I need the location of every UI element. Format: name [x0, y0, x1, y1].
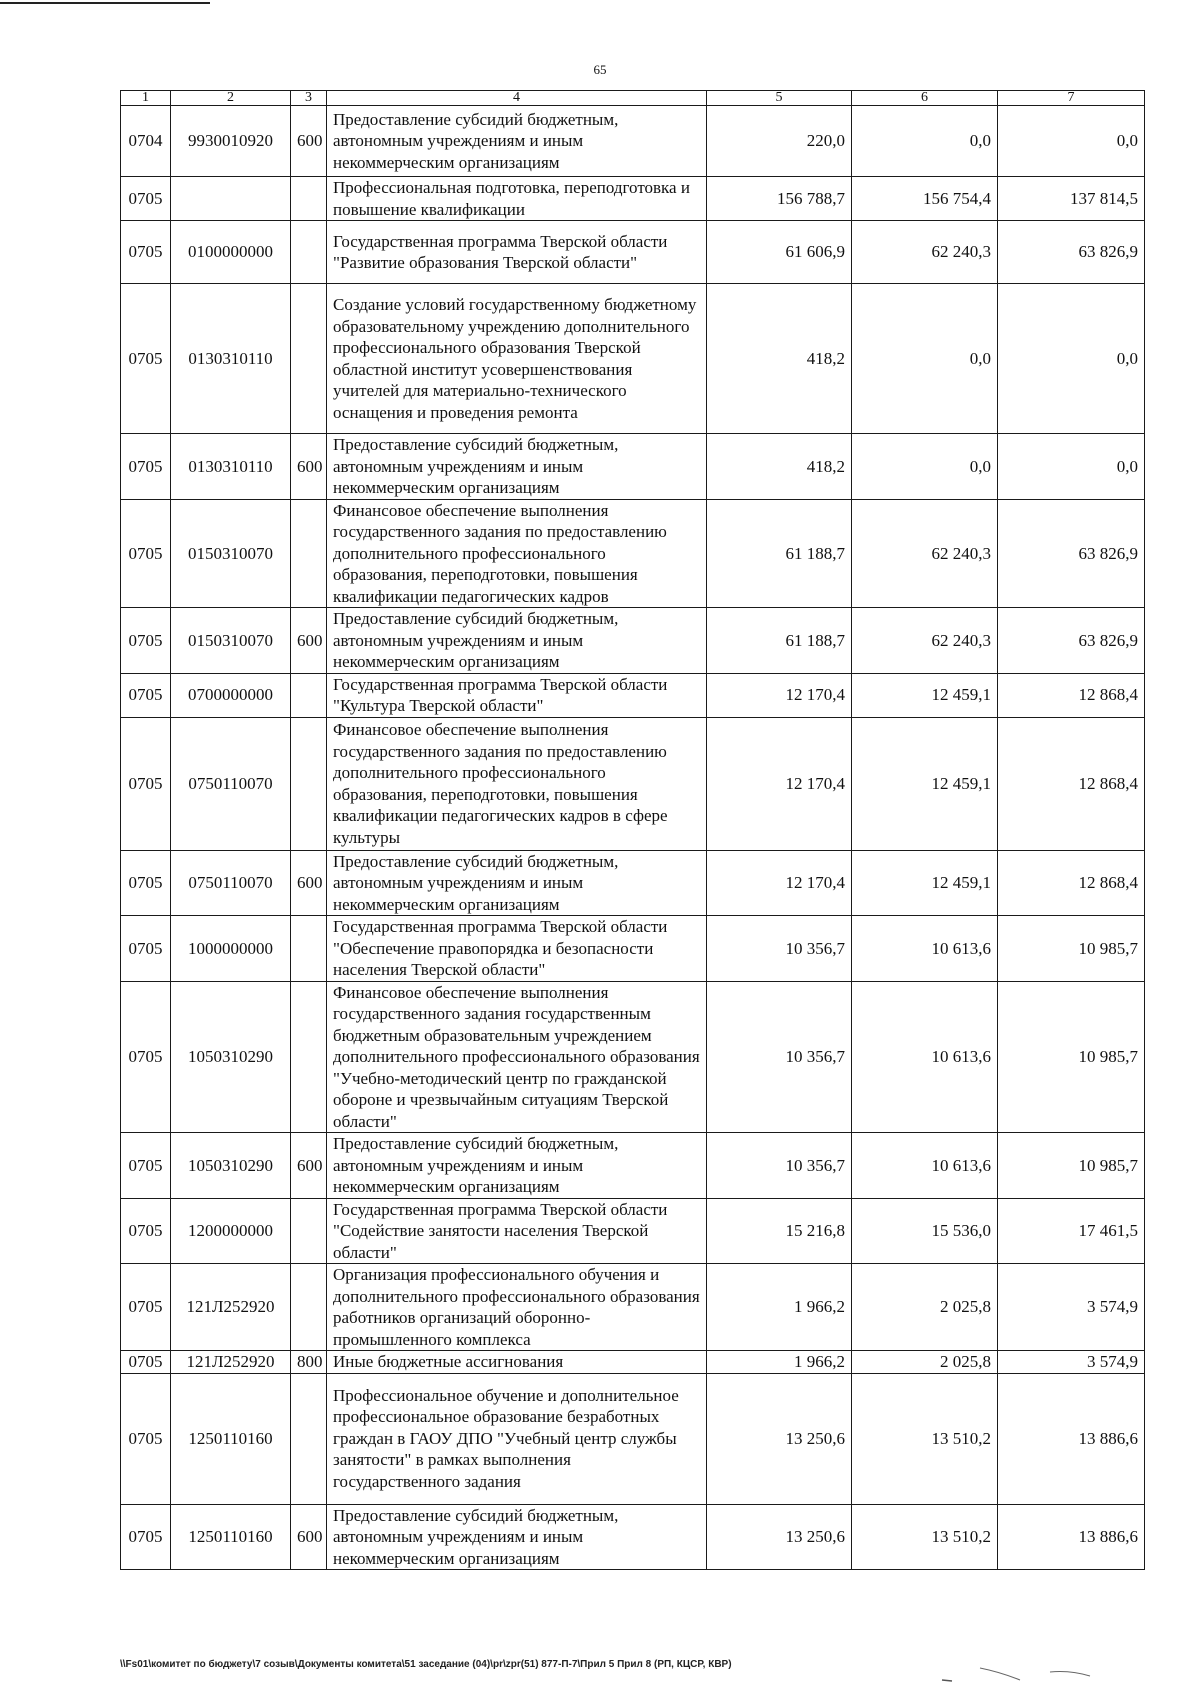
expense-type-cell: 600 — [291, 1504, 327, 1570]
amount-col7-cell: 10 985,7 — [998, 1133, 1145, 1199]
amount-col7-cell: 63 826,9 — [998, 499, 1145, 608]
target-code-cell: 1200000000 — [171, 1198, 291, 1264]
section-code-cell: 0705 — [121, 673, 171, 717]
amount-col6-cell: 12 459,1 — [852, 673, 998, 717]
expense-type-cell — [291, 1373, 327, 1504]
amount-col5-cell: 13 250,6 — [707, 1373, 852, 1504]
target-code-cell: 0750110070 — [171, 850, 291, 916]
file-path-footer: \\Fs01\комитет по бюджету\7 созыв\Документы комитета\51 заседание (04)\pr\zpr(51) 877-П-7\Прил 5 Прил 8 (РП, КЦСР, КВР) — [120, 1659, 732, 1670]
amount-col6-cell: 62 240,3 — [852, 499, 998, 608]
target-code-cell: 9930010920 — [171, 106, 291, 177]
amount-col6-cell: 62 240,3 — [852, 608, 998, 674]
table-row — [121, 1198, 1145, 1264]
description-cell: Государственная программа Тверской области "Культура Тверской области" — [327, 673, 707, 717]
amount-col5-cell: 418,2 — [707, 434, 852, 500]
table-row — [121, 1264, 1145, 1351]
expense-type-cell — [291, 981, 327, 1133]
section-code-cell: 0705 — [121, 284, 171, 434]
description-cell: Иные бюджетные ассигнования — [327, 1351, 707, 1374]
expense-type-cell: 600 — [291, 1133, 327, 1199]
target-code-cell: 0130310110 — [171, 284, 291, 434]
table-row — [121, 981, 1145, 1133]
target-code-cell: 121Л252920 — [171, 1264, 291, 1351]
amount-col5-cell: 10 356,7 — [707, 1133, 852, 1199]
section-code-cell: 0705 — [121, 916, 171, 982]
section-code-cell: 0705 — [121, 608, 171, 674]
target-code-cell: 0150310070 — [171, 608, 291, 674]
top-rule — [0, 2, 210, 4]
header-col-7: 7 — [998, 91, 1145, 106]
amount-col7-cell: 63 826,9 — [998, 221, 1145, 284]
target-code-cell: 121Л252920 — [171, 1351, 291, 1374]
description-cell: Предоставление субсидий бюджетным, автономным учреждениям и иным некоммерческим организациям — [327, 850, 707, 916]
amount-col7-cell: 3 574,9 — [998, 1264, 1145, 1351]
amount-col5-cell: 12 170,4 — [707, 717, 852, 850]
amount-col5-cell: 61 188,7 — [707, 499, 852, 608]
amount-col7-cell: 137 814,5 — [998, 177, 1145, 221]
amount-col6-cell: 0,0 — [852, 284, 998, 434]
description-cell: Государственная программа Тверской области "Содействие занятости населения Тверской области" — [327, 1198, 707, 1264]
target-code-cell — [171, 177, 291, 221]
target-code-cell: 0750110070 — [171, 717, 291, 850]
expense-type-cell: 600 — [291, 850, 327, 916]
table-header-row — [121, 91, 1145, 106]
section-code-cell: 0705 — [121, 1373, 171, 1504]
description-cell: Финансовое обеспечение выполнения государственного задания по предоставлению дополнительного профессионального образования, переподготовки, повышения квалификации педагогических кадров в сфере культуры — [327, 717, 707, 850]
header-col-1: 1 — [121, 91, 171, 106]
amount-col6-cell: 2 025,8 — [852, 1264, 998, 1351]
amount-col5-cell: 12 170,4 — [707, 673, 852, 717]
table-row — [121, 434, 1145, 500]
table-row — [121, 177, 1145, 221]
expense-type-cell — [291, 221, 327, 284]
amount-col5-cell: 1 966,2 — [707, 1264, 852, 1351]
amount-col6-cell: 13 510,2 — [852, 1504, 998, 1570]
description-cell: Государственная программа Тверской области "Обеспечение правопорядка и безопасности населения Тверской области" — [327, 916, 707, 982]
description-cell: Создание условий государственному бюджетному образовательному учреждению дополнительного профессионального образования Тверской областной институт усовершенствования учителей для материально-технического оснащения и проведения ремонта — [327, 284, 707, 434]
target-code-cell: 0700000000 — [171, 673, 291, 717]
table-row — [121, 850, 1145, 916]
expense-type-cell — [291, 673, 327, 717]
amount-col6-cell: 10 613,6 — [852, 916, 998, 982]
header-col-3: 3 — [291, 91, 327, 106]
header-col-6: 6 — [852, 91, 998, 106]
section-code-cell: 0705 — [121, 499, 171, 608]
amount-col6-cell: 62 240,3 — [852, 221, 998, 284]
section-code-cell: 0705 — [121, 1504, 171, 1570]
section-code-cell: 0704 — [121, 106, 171, 177]
description-cell: Предоставление субсидий бюджетным, автономным учреждениям и иным некоммерческим организациям — [327, 106, 707, 177]
table-row — [121, 673, 1145, 717]
table-row — [121, 608, 1145, 674]
description-cell: Организация профессионального обучения и дополнительного профессионального образования работников организаций оборонно-промышленного комплекса — [327, 1264, 707, 1351]
section-code-cell: 0705 — [121, 1133, 171, 1199]
section-code-cell: 0705 — [121, 434, 171, 500]
target-code-cell: 1050310290 — [171, 981, 291, 1133]
target-code-cell: 1250110160 — [171, 1373, 291, 1504]
amount-col6-cell: 10 613,6 — [852, 1133, 998, 1199]
table-row — [121, 916, 1145, 982]
table-row — [121, 1351, 1145, 1374]
header-col-4: 4 — [327, 91, 707, 106]
table-row — [121, 106, 1145, 177]
section-code-cell: 0705 — [121, 177, 171, 221]
description-cell: Предоставление субсидий бюджетным, автономным учреждениям и иным некоммерческим организациям — [327, 434, 707, 500]
amount-col5-cell: 220,0 — [707, 106, 852, 177]
amount-col5-cell: 61 188,7 — [707, 608, 852, 674]
amount-col5-cell: 12 170,4 — [707, 850, 852, 916]
section-code-cell: 0705 — [121, 981, 171, 1133]
description-cell: Финансовое обеспечение выполнения государственного задания государственным бюджетным образовательным учреждением дополнительного профессионального образования "Учебно-методический центр по гражданской обороне и чрезвычайным ситуациям Тверской области" — [327, 981, 707, 1133]
table-row — [121, 1133, 1145, 1199]
amount-col6-cell: 13 510,2 — [852, 1373, 998, 1504]
table-row — [121, 284, 1145, 434]
amount-col5-cell: 156 788,7 — [707, 177, 852, 221]
target-code-cell: 1250110160 — [171, 1504, 291, 1570]
amount-col7-cell: 10 985,7 — [998, 916, 1145, 982]
page-number: 65 — [593, 62, 607, 77]
amount-col5-cell: 10 356,7 — [707, 981, 852, 1133]
section-code-cell: 0705 — [121, 850, 171, 916]
expense-type-cell — [291, 916, 327, 982]
budget-table — [120, 90, 1145, 1570]
table-row — [121, 499, 1145, 608]
description-cell: Профессиональное обучение и дополнительное профессиональное образование безработных граждан в ГАОУ ДПО "Учебный центр службы занятости" в рамках выполнения государственного задания — [327, 1373, 707, 1504]
amount-col6-cell: 156 754,4 — [852, 177, 998, 221]
expense-type-cell — [291, 177, 327, 221]
amount-col5-cell: 1 966,2 — [707, 1351, 852, 1374]
amount-col6-cell: 12 459,1 — [852, 850, 998, 916]
section-code-cell: 0705 — [121, 1351, 171, 1374]
description-cell: Профессиональная подготовка, переподготовка и повышение квалификации — [327, 177, 707, 221]
amount-col5-cell: 13 250,6 — [707, 1504, 852, 1570]
section-code-cell: 0705 — [121, 717, 171, 850]
expense-type-cell — [291, 717, 327, 850]
amount-col7-cell: 0,0 — [998, 284, 1145, 434]
target-code-cell: 0150310070 — [171, 499, 291, 608]
amount-col6-cell: 12 459,1 — [852, 717, 998, 850]
amount-col7-cell: 13 886,6 — [998, 1504, 1145, 1570]
description-cell: Предоставление субсидий бюджетным, автономным учреждениям и иным некоммерческим организациям — [327, 608, 707, 674]
amount-col7-cell: 3 574,9 — [998, 1351, 1145, 1374]
target-code-cell: 1000000000 — [171, 916, 291, 982]
expense-type-cell — [291, 499, 327, 608]
section-code-cell: 0705 — [121, 221, 171, 284]
target-code-cell: 0130310110 — [171, 434, 291, 500]
table-row — [121, 1504, 1145, 1570]
header-col-5: 5 — [707, 91, 852, 106]
description-cell: Финансовое обеспечение выполнения государственного задания по предоставлению дополнительного профессионального образования, переподготовки, повышения квалификации педагогических кадров — [327, 499, 707, 608]
description-cell: Государственная программа Тверской области "Развитие образования Тверской области" — [327, 221, 707, 284]
table-row — [121, 717, 1145, 850]
section-code-cell: 0705 — [121, 1264, 171, 1351]
description-cell: Предоставление субсидий бюджетным, автономным учреждениям и иным некоммерческим организациям — [327, 1133, 707, 1199]
table-row — [121, 221, 1145, 284]
expense-type-cell: 600 — [291, 106, 327, 177]
target-code-cell: 1050310290 — [171, 1133, 291, 1199]
amount-col6-cell: 0,0 — [852, 434, 998, 500]
expense-type-cell — [291, 284, 327, 434]
expense-type-cell: 600 — [291, 608, 327, 674]
description-cell: Предоставление субсидий бюджетным, автономным учреждениям и иным некоммерческим организациям — [327, 1504, 707, 1570]
amount-col7-cell: 12 868,4 — [998, 850, 1145, 916]
expense-type-cell — [291, 1264, 327, 1351]
amount-col7-cell: 0,0 — [998, 106, 1145, 177]
amount-col5-cell: 418,2 — [707, 284, 852, 434]
amount-col7-cell: 63 826,9 — [998, 608, 1145, 674]
amount-col6-cell: 2 025,8 — [852, 1351, 998, 1374]
amount-col7-cell: 12 868,4 — [998, 673, 1145, 717]
amount-col7-cell: 13 886,6 — [998, 1373, 1145, 1504]
amount-col6-cell: 10 613,6 — [852, 981, 998, 1133]
amount-col7-cell: 10 985,7 — [998, 981, 1145, 1133]
pen-scribble — [940, 1658, 1100, 1688]
amount-col6-cell: 0,0 — [852, 106, 998, 177]
header-col-2: 2 — [171, 91, 291, 106]
expense-type-cell: 800 — [291, 1351, 327, 1374]
table-row — [121, 1373, 1145, 1504]
amount-col7-cell: 12 868,4 — [998, 717, 1145, 850]
table-body — [121, 106, 1145, 1570]
section-code-cell: 0705 — [121, 1198, 171, 1264]
amount-col5-cell: 15 216,8 — [707, 1198, 852, 1264]
amount-col5-cell: 10 356,7 — [707, 916, 852, 982]
amount-col5-cell: 61 606,9 — [707, 221, 852, 284]
amount-col7-cell: 17 461,5 — [998, 1198, 1145, 1264]
expense-type-cell — [291, 1198, 327, 1264]
amount-col6-cell: 15 536,0 — [852, 1198, 998, 1264]
amount-col7-cell: 0,0 — [998, 434, 1145, 500]
target-code-cell: 0100000000 — [171, 221, 291, 284]
expense-type-cell: 600 — [291, 434, 327, 500]
